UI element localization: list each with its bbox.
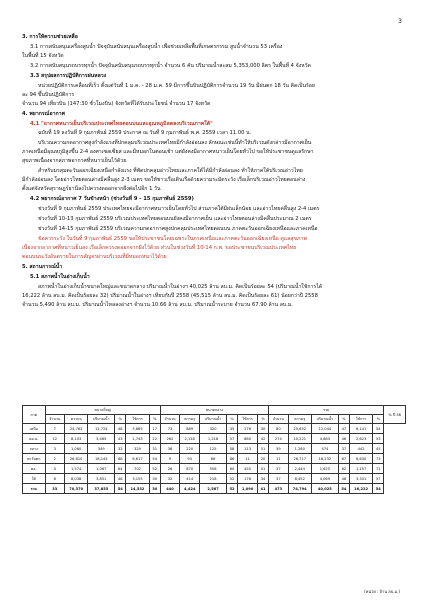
text-line: 4.2 พยากรณ์อากาศ 7 วันข้างหน้า (ช่วงวันที่ 9 - 15 กุมภาพันธ์ 2559) [30,196,194,202]
table-header-cell: ขนาดใหญ่ [45,406,160,415]
table-cell: 414 [180,474,200,484]
text-line: ช่วงวันที่ 9 กุมภาพันธ์ 2559 ประเทศไทยจะมีอากาศหนาวเย็นโดยทั่วไป ส่วนภาคใต้มีฝนเล็กน้อย และอ่าวไทยคลื่นสูง 2-4 เมตร [38,206,320,212]
table-cell: 5,865 [126,424,149,434]
table-cell: 86 [200,454,227,464]
reservoir-table [22,405,406,494]
table-cell: 6,617 [126,454,149,464]
text-line: ข้อควรระวัง ในวันที่ 9 กุมภาพันธ์ 2559 ขอให้ประชาชนโดยเฉพาะในภาคเหนือและภาคตะวันออกเฉียงเหนือ ดูแลสุขภาพ [38,236,307,242]
table-cell: 2,623 [349,434,372,444]
table-cell: 64 [115,464,126,474]
table-cell: 558 [200,464,227,474]
table-cell: 54 [115,484,126,494]
table-cell: 37 [269,474,288,484]
table-col-header: % [227,415,238,424]
text-line: 5.1 สภาพน้ำในอ่างเก็บน้ำ [30,274,90,280]
text-line: 16,222 ล้าน ลบ.ม. คิดเป็นร้อยละ 32) ปริมาณน้ำในอ่างฯ เทียบกับปี 2558 (45,515 ล้าน ลบ.ม. คิดเป็นร้อยละ 61) น้อยกว่าปี 2558 [22,293,318,299]
table-cell: 6,630 [349,454,372,464]
table-cell: 12 [45,434,64,444]
text-line: ภาคเหนือมีอุณหภูมิสูงขึ้น 2-4 องศาเซลเซียส และมีหมอกในตอนเช้า แต่ยังคงมีอากาศหนาวเย็นโดยทั่วไป ขอให้ประชาชนดูแลรักษา [22,149,314,155]
table-cell: 37 [269,464,288,474]
table-cell: 10,221 [288,434,311,444]
table-row [23,464,406,474]
table-cell: 889 [180,424,200,434]
text-line: 5. สถานการณ์น้ำ [22,264,63,270]
text-line: หน่วยปฏิบัติการเคลื่อนที่เร็ว ตั้งแต่วันที่ 1 ม.ค. - 28 ม.ค. 59 มีการขึ้นบินปฏิบัติการจำนวน 19 วัน มีฝนตก 18 วัน คิดเป็นร้อย [38,83,315,89]
table-cell: 80 [269,424,288,434]
text-line: ตอนบนระวังอันตรายในการสัญจรผ่านบริเวณที่มีหมอกหนาไว้ด้วย [22,254,167,260]
table-cell: 73 [373,454,384,464]
table-cell: 17 [149,424,160,434]
table-cell: 3,331 [349,474,372,484]
table-cell: 93 [180,454,200,464]
table-cell: 1,280 [288,444,311,454]
table-cell: 3 [45,464,64,474]
text-line: จำนวน 5,490 ล้าน ลบ.ม. ปริมาณน้ำไหลลงอ่างฯ จำนวน 10.66 ล้าน ลบ.ม. ปริมาณน้ำระบาย จำนวน 67.90 ล้าน ลบ.ม. [22,302,293,308]
table-cell: 3,155 [126,474,149,484]
table-cell: 442 [349,444,372,454]
table-cell: 3,851 [88,474,115,484]
table-cell: 67 [338,454,349,464]
table-col-header-row [23,415,406,424]
table-cell: 276 [238,424,258,434]
table-cell: 18,232 [311,454,338,464]
table-cell: 24,763 [64,424,87,434]
table-row [23,454,406,464]
table-cell: ตะวันตก [23,454,46,464]
table-cell: 1,574 [64,464,87,474]
table-cell: 54 [373,484,384,494]
table-cell: 74,794 [288,484,311,494]
table-cell: 51 [258,464,269,474]
table-cell: 30 [149,484,160,494]
text-line: ตั้งแต่จังหวัดสุราษฎร์ธานีลงไปควรงดออกจากฝั่งต่อไปอีก 1 วัน [22,186,161,192]
table-cell: 113 [238,444,258,454]
table-cell: 4,069 [311,474,338,484]
table-col-header: % [115,415,126,424]
table-cell: 48 [115,424,126,434]
table-cell: 440 [160,484,179,494]
text-line: 3.2 การสนับสนุนรถบรรทุกน้ำ ปัจจุบันสนับสนุนรถบรรทุกน้ำ จำนวน 6 คัน ปริมาณน้ำสะสม 5,353,000 ลิตร ในพื้นที่ 4 จังหวัด [30,63,311,69]
text-line: ละ 94 ขึ้นบินปฏิบัติการ [22,92,75,98]
table-cell: 42 [258,434,269,444]
table-cell: 1,157 [349,464,372,474]
text-line: 3. การให้ความช่วยเหลือ [22,34,78,40]
table-cell: กลาง [23,444,46,454]
table-cell: 39 [269,444,288,454]
text-line: 3.3 สรุปผลการปฏิบัติการฝนหลวง [30,73,107,79]
table-cell: 220 [180,444,200,454]
table-cell: 46 [338,434,349,444]
text-line: บริเวณความกดอากาศสูงกำลังแรงที่ปกคลุมบริเวณประเทศไทยมีกำลังอ่อนลง ลักษณะเช่นนี้ทำให้บริเวณดังกล่าวมีอากาศเย็น [38,140,312,146]
table-cell: 48 [338,474,349,484]
table-cell: 25,652 [288,424,311,434]
table-cell: 2,118 [180,434,200,444]
table-cell: 20 [258,454,269,464]
table-cell: 52 [227,484,238,494]
table-cell: 71 [373,464,384,474]
text-line: 4. พยากรณ์อากาศ [22,111,65,117]
table-cell: 2,444 [288,464,311,474]
text-line: ช่วงวันที่ 10-13 กุมภาพันธ์ 2559 บริเวณประเทศไทยตอนบนยังคงมีอากาศเย็น และอ่าวไทยตอนล่างมีคลื่นประมาณ 2 เมตร [38,216,312,222]
table-cell: 1,090 [238,484,258,494]
table-cell: 31 [149,444,160,454]
table-row [23,434,406,444]
table-cell: 54 [149,454,160,464]
table-col-header: % [338,415,349,424]
table-cell: 880 [238,434,258,444]
table-col-header: จำนวน [160,415,179,424]
table-col-header: ความจุ [64,415,87,424]
table-cell: 4,683 [311,434,338,444]
table-cell: 34 [258,474,269,484]
table-cell: 320 [200,424,227,434]
table-col-header: % [373,415,384,424]
text-line: ฉบับที่ 19 ลงวันที่ 9 กุมภาพันธ์ 2559 ประกาศ ณ วันที่ 9 กุมภาพันธ์ พ.ศ. 2559 เวลา 11.00 น. [38,130,252,136]
table-cell: 274 [269,434,288,444]
table-cell: 16,222 [349,484,372,494]
table-cell: 60 [227,464,238,474]
table-cell: 125 [200,444,227,454]
table-cell: 52 [227,474,238,484]
table-cell: 22 [149,434,160,444]
table-header-cell: ภาค [23,406,46,424]
table-cell: 86 [227,454,238,464]
table-col-header: ใช้การ [349,415,372,424]
table-cell: 1,060 [64,444,87,454]
table-cell: 37 [338,444,349,454]
text-line: ในพื้นที่ 15 จังหวัด [22,53,64,59]
table-cell: เหนือ [23,424,46,434]
text-line: สุขภาพเนื่องจากสภาพอากาศที่หนาวเย็นไว้ด้วย [22,158,127,164]
table-cell: 37,855 [88,484,115,494]
table-cell: 58 [227,444,238,454]
table-cell: 3 [45,444,64,454]
table-cell: 33 [115,444,126,454]
table-group-header-row [23,406,406,415]
table-cell: 8 [45,474,64,484]
table-cell: 51 [258,444,269,454]
table-cell: 8,038 [64,474,87,484]
table-cell: 7 [45,424,64,434]
table-cell: 349 [88,444,115,454]
table-header-cell: รวม [269,406,384,415]
table-cell: 52 [149,464,160,474]
table-cell: 35 [227,424,238,434]
table-cell: 57 [227,434,238,444]
table-cell: 45 [373,444,384,454]
text-line: จำนวน 94 เที่ยวบิน (147:30 ชั่วโมงบิน) จังหวัดที่ได้รับประโยชน์ จำนวน 17 จังหวัด [22,101,211,107]
table-cell: 70,370 [64,484,87,494]
table-cell: 54 [373,424,384,434]
table-header-cell: % ปี 58 [384,406,406,424]
table-col-header: ความจุ [288,415,311,424]
table-row [23,424,406,434]
table-cell: 870 [180,464,200,474]
table-cell: 14,532 [126,484,149,494]
table-cell: ตอ. [23,464,46,474]
table-cell: 11,724 [88,424,115,434]
text-line: สภาพน้ำในอ่างเก็บน้ำขนาดใหญ่และขนาดกลาง ปริมาณน้ำในอ่างฯ 40,025 ล้าน ลบ.ม. คิดเป็นร้อยละ 54 (ปริมาณน้ำใช้การได้ [38,284,323,290]
table-col-header: ปริมาณน้ำ [88,415,115,424]
table-row [23,484,406,494]
table-cell: 11 [269,454,288,464]
table-cell: รวม [23,484,46,494]
table-cell: 8,103 [64,434,87,444]
table-col-header: ใช้การ [126,415,149,424]
page-number: 3 [398,18,402,25]
table-cell: 8,452 [288,474,311,484]
table-cell: ใต้ [23,474,46,484]
table-cell: 12,044 [311,424,338,434]
table-row [23,444,406,454]
text-line: เนื่องจากอากาศที่หนาวเย็นลง เรือเล็กควรงดออกจากฝั่งไว้ด้วย ส่วนในช่วงวันที่ 10-14 ก.พ. ขอประชาชนบริเวณประเทศไทย [22,245,297,251]
table-col-header: ปริมาณน้ำ [311,415,338,424]
table-cell: 62 [338,464,349,474]
table-cell: 3,465 [88,434,115,444]
table-cell: 474 [311,444,338,454]
table-col-header: ปริมาณน้ำ [200,415,227,424]
table-col-header: จำนวน [45,415,64,424]
table-cell: 702 [126,464,149,474]
table-cell: 9 [160,454,179,464]
table-cell: 218 [200,474,227,484]
table-cell: 54 [338,484,349,494]
table-cell: 30 [258,424,269,434]
table-cell: 47 [338,424,349,434]
table-cell: 1,743 [126,434,149,444]
table-cell: 40,025 [311,484,338,494]
table-cell: 2,567 [200,484,227,494]
table-cell: 2 [45,454,64,464]
table-cell: 18,145 [88,454,115,464]
table-col-header: % [258,415,269,424]
table-cell: 33 [45,484,64,494]
table-cell: 329 [126,444,149,454]
table-cell: 30 [149,474,160,484]
table-col-header: ความจุ [180,415,200,424]
text-line: 4.1 "อากาศหนาวเย็นบริเวณประเทศไทยตอนบนและอุณหภูมิลดลงบริเวณภาคใต้" [30,121,213,127]
table-header-cell: ขนาดกลาง [160,406,268,415]
table-cell: 57 [373,474,384,484]
table-cell: 455 [238,464,258,474]
table-col-header: ใช้การ [238,415,258,424]
table-cell: 176 [238,474,258,484]
table-cell: 473 [269,484,288,494]
table-cell: 26,717 [288,454,311,464]
table-col-header: % [149,415,160,424]
table-cell: 43 [115,434,126,444]
table-cell: 26 [160,464,179,474]
unit-note: (หน่วย : ล้าน ลบ.ม.) [364,589,400,594]
table-cell: 6,141 [349,424,372,434]
table-cell: ตอ.น. [23,434,46,444]
table-cell: 68 [115,454,126,464]
text-line: ช่วงวันที่ 14-15 กุมภาพันธ์ 2559 บริเวณความกดอากาศสูงปกคลุมประเทศไทยตอนบน ภาคตะวันออกเฉียงเหนือและภาคเหนือ [38,226,318,232]
table-cell: 4,424 [180,484,200,494]
table-cell: 36 [160,444,179,454]
table-cell: 1,625 [311,464,338,474]
text-line: มีกำลังอ่อนลง โดยอ่าวไทยตอนล่างมีคลื่นสูง 2-3 เมตร ขอให้ชาวเรือเดินเรือด้วยความระมัดระวัง เรือเล็กบริเวณอ่าวไทยตอนล่าง [22,177,306,183]
table-cell: 1,067 [88,464,115,474]
table-cell: 53 [373,434,384,444]
text-line: 3.1 การสนับสนุนเครื่องสูบน้ำ ปัจจุบันสนับสนุนเครื่องสูบน้ำ เพื่อช่วยเหลือพื้นที่เกษตรกรรม สูบน้ำจำนวน 53 เครื่อง [30,44,283,50]
table-row [23,474,406,484]
table-cell: 41 [258,484,269,494]
table-cell: 32 [160,474,179,484]
table-cell: 73 [160,424,179,434]
table-cell: 1,218 [200,434,227,444]
table-cell: 11 [238,454,258,464]
table-col-header: จำนวน [269,415,288,424]
text-line: สำหรับมรสุมตะวันออกเฉียงเหนือกำลังแรง ที่พัดปกคลุมอ่าวไทยและภาคใต้ได้มีกำลังอ่อนลง ทำให้ภาคใต้บริเวณอ่าวไทย [38,168,303,174]
table-cell: 26,810 [64,454,87,464]
table-cell: 48 [115,474,126,484]
table-cell: 262 [160,434,179,444]
